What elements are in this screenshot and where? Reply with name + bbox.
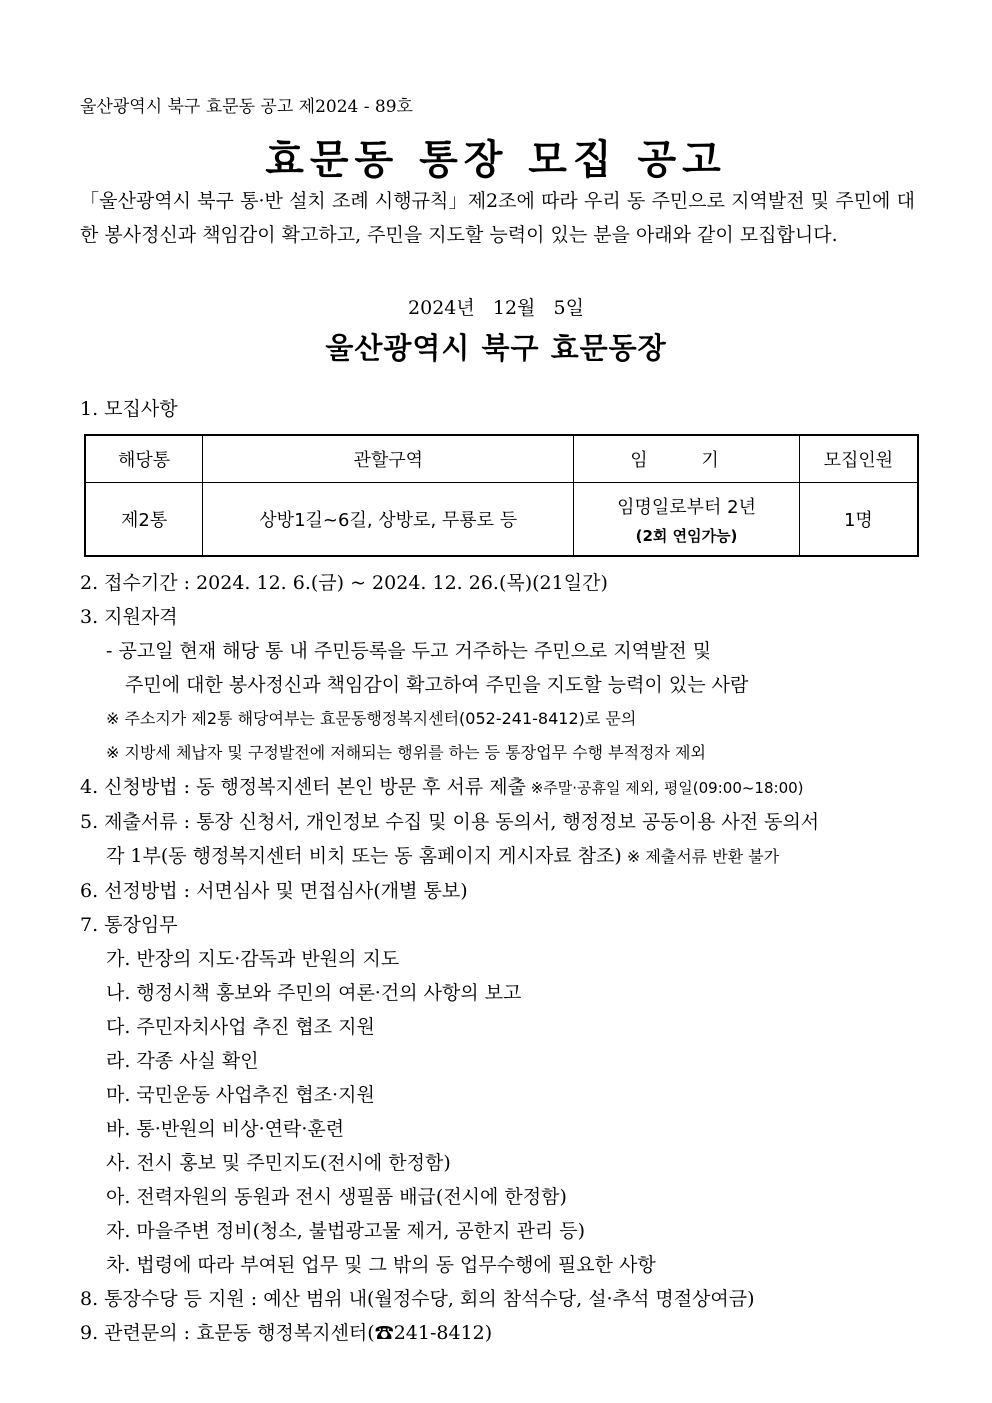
header-tong: 해당통 bbox=[85, 435, 203, 483]
duty-item: 라. 각종 사실 확인 bbox=[106, 1050, 259, 1072]
section-allowance: 8. 통장수당 등 지원 : 예산 범위 내(월정수당, 회의 참석수당, 설·추석 명절상여금) bbox=[80, 1288, 755, 1310]
cell-tong: 제2통 bbox=[85, 483, 203, 557]
duty-item: 바. 통·반원의 비상·연락·훈련 bbox=[106, 1118, 345, 1140]
issuer: 울산광역시 북구 효문동장 bbox=[325, 331, 667, 365]
header-count: 모집인원 bbox=[799, 435, 918, 483]
recruitment-table bbox=[84, 434, 919, 557]
page-title: 효문동 통장 모집 공고 bbox=[265, 136, 727, 183]
eligibility-line-1: - 공고일 현재 해당 통 내 주민등록을 두고 거주하는 주민으로 지역발전 및 bbox=[106, 640, 712, 662]
duty-item: 차. 법령에 따라 부여된 업무 및 그 밖의 동 업무수행에 필요한 사항 bbox=[106, 1254, 656, 1276]
section-method bbox=[80, 770, 920, 805]
notice-date: 2024년 12월 5일 bbox=[408, 297, 584, 319]
duty-item: 마. 국민운동 사업추진 협조·지원 bbox=[106, 1084, 375, 1106]
table-row bbox=[85, 483, 918, 557]
section-eligibility-heading: 3. 지원자격 bbox=[80, 606, 178, 628]
header-area: 관할구역 bbox=[203, 435, 574, 483]
cell-count: 1명 bbox=[799, 483, 918, 557]
intro-paragraph: 「울산광역시 북구 통·반 설치 조례 시행규칙」제2조에 따라 우리 동 주민으로 지역발전 및 주민에 대한 봉사정신과 책임감이 확고하고, 주민을 지도할 능력이 있는 분을 아래와 같이 모집합니다. bbox=[80, 190, 915, 246]
section-selection: 6. 선정방법 : 서면심사 및 면접심사(개별 통보) bbox=[80, 880, 468, 902]
term-text: 임명일로부터 2년 bbox=[617, 496, 756, 518]
cell-area: 상방1길~6길, 상방로, 무룡로 등 bbox=[203, 483, 574, 557]
method-text: 4. 신청방법 : 동 행정복지센터 본인 방문 후 서류 제출 bbox=[80, 776, 526, 798]
eligibility-line-2: 주민에 대한 봉사정신과 책임감이 확고하여 주민을 지도할 능력이 있는 사람 bbox=[125, 674, 749, 696]
eligibility-note-2: ※ 지방세 체납자 및 구정발전에 저해되는 행위를 하는 등 통장업무 수행 부적정자 제외 bbox=[106, 743, 706, 762]
section-period: 2. 접수기간 : 2024. 12. 6.(금) ~ 2024. 12. 26.(목)(21일간) bbox=[80, 572, 608, 594]
duty-item: 아. 전력자원의 동원과 전시 생필품 배급(전시에 한정함) bbox=[106, 1186, 567, 1208]
method-note: ※주말·공휴일 제외, 평일(09:00~18:00) bbox=[525, 779, 804, 797]
term-note: (2회 연임가능) bbox=[635, 526, 738, 545]
eligibility-note-1: ※ 주소지가 제2통 해당여부는 효문동행정복지센터(052-241-8412)로 문의 bbox=[106, 709, 637, 728]
duty-item: 나. 행정시책 홍보와 주민의 여론·건의 사항의 보고 bbox=[106, 982, 522, 1004]
table-header-row bbox=[85, 435, 918, 483]
duty-item: 다. 주민자치사업 추진 협조 지원 bbox=[106, 1016, 375, 1038]
section-contact: 9. 관련문의 : 효문동 행정복지센터(☎241-8412) bbox=[80, 1322, 493, 1344]
cell-term bbox=[574, 483, 799, 557]
section-recruitment-heading: 1. 모집사항 bbox=[80, 398, 178, 420]
section-documents-line-2 bbox=[80, 839, 920, 874]
notice-body bbox=[80, 566, 920, 1350]
section-documents-line-1: 5. 제출서류 : 통장 신청서, 개인정보 수집 및 이용 동의서, 행정정보 공동이용 사전 동의서 bbox=[80, 811, 820, 833]
duty-item: 가. 반장의 지도·감독과 반원의 지도 bbox=[106, 948, 400, 970]
header-term: 임 기 bbox=[574, 435, 799, 483]
notice-number: 울산광역시 북구 효문동 공고 제2024 - 89호 bbox=[80, 97, 413, 117]
duty-item: 자. 마을주변 정비(청소, 불법광고물 제거, 공한지 관리 등) bbox=[106, 1220, 586, 1242]
duty-item: 사. 전시 홍보 및 주민지도(전시에 한정함) bbox=[106, 1152, 451, 1174]
documents-note: ※ 제출서류 반환 불가 bbox=[621, 847, 780, 866]
section-duties-heading: 7. 통장임무 bbox=[80, 914, 178, 936]
documents-text: 각 1부(동 행정복지센터 비치 또는 동 홈페이지 게시자료 참조) bbox=[106, 845, 622, 867]
